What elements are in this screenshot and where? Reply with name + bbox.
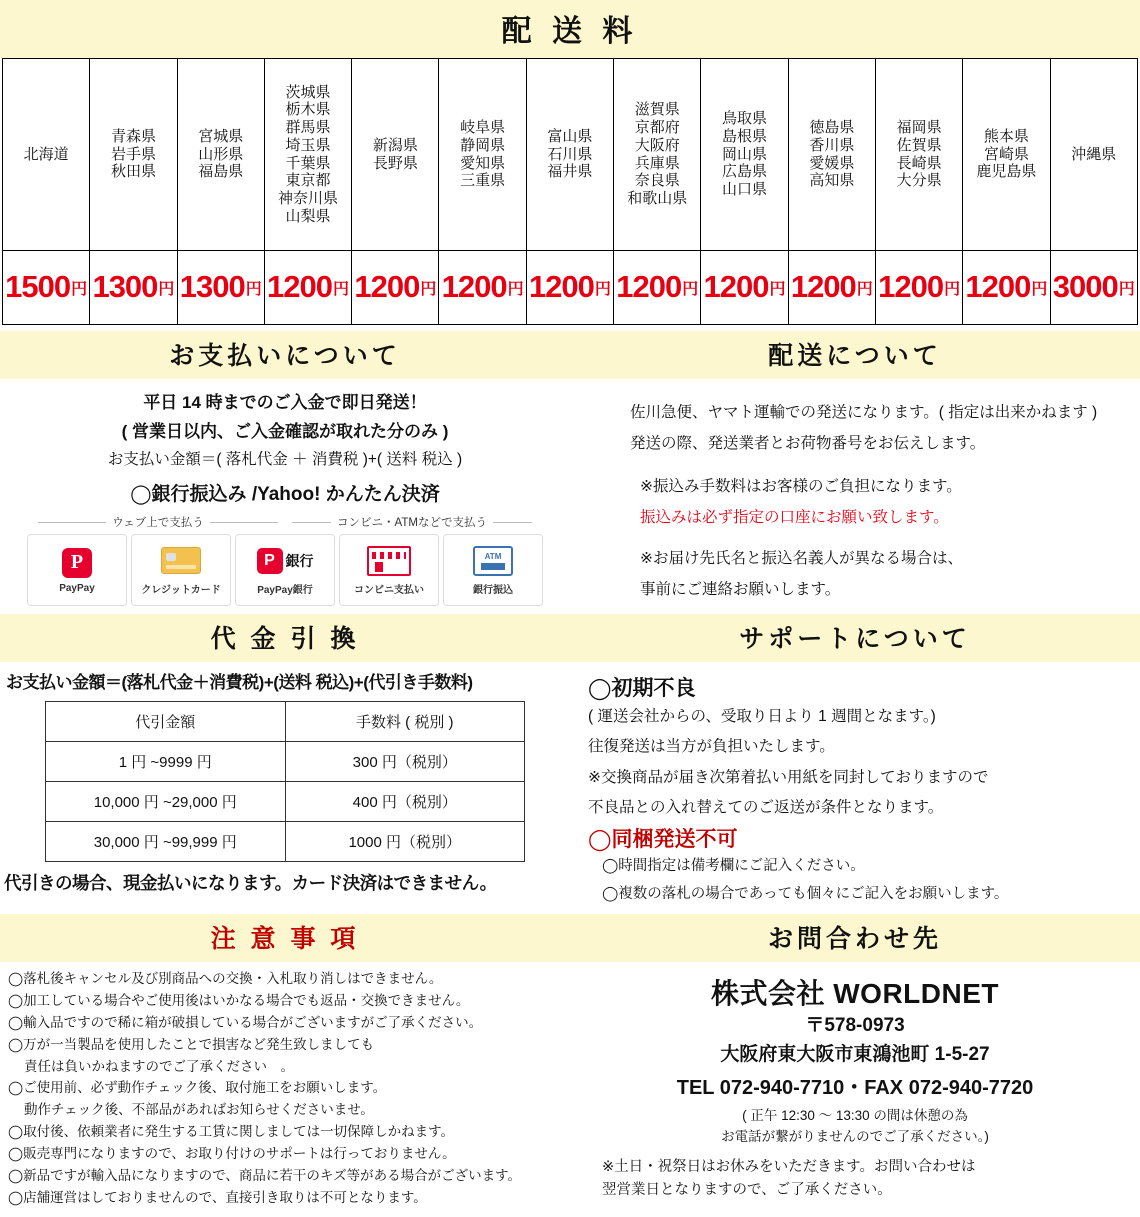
cod-formula: お支払い金額＝(落札代金＋消費税)+(送料 税込)+(代引き手数料) <box>6 673 473 693</box>
fee-cell <box>90 251 177 325</box>
support-heading-nobundle: ◯同梱発送不可 <box>588 828 738 851</box>
payment-line-1: 平日 14 時までのご入金で即日発送！ <box>143 393 427 412</box>
region-name: 鳥取県 <box>722 110 768 128</box>
fee-value: 1200円 <box>965 269 1048 305</box>
region-name: 奈良県 <box>634 172 680 190</box>
fee-value: 1300円 <box>92 269 175 305</box>
region-name: 三重県 <box>460 172 506 190</box>
payment-method-label: コンビニ支払い <box>354 584 424 596</box>
region-name: 栃木県 <box>285 101 331 119</box>
region-name: 東京都 <box>285 172 331 190</box>
cod-title: 代 金 引 換 <box>0 614 570 662</box>
region-name: 山口県 <box>722 181 768 199</box>
note-item: ◯新品ですが輸入品になりますので、商品に若干のキズ等がある場合がございます。 <box>8 1167 521 1183</box>
region-name: 福岡県 <box>896 119 942 137</box>
region-name: 群馬県 <box>285 119 331 137</box>
region-name: 岩手県 <box>110 145 156 163</box>
company-address: 大阪府東大阪市東鴻池町 1-5-27 <box>720 1043 990 1065</box>
cod-table-head-row <box>46 702 525 742</box>
region-cell <box>614 59 701 251</box>
delivery-line-5: ※お届け先氏名と振込名義人が異なる場合は、 <box>640 550 963 567</box>
note-item: ◯輸入品ですので稀に箱が破損している場合がございますがご了承ください。 <box>8 1014 483 1030</box>
region-name: 静岡県 <box>460 136 506 154</box>
shipping-table-wrap <box>0 58 1140 331</box>
cod-table-row <box>46 742 525 782</box>
divider-web-label: ウェブ上で支払う <box>112 517 204 530</box>
payment-method-label: 銀行振込 <box>473 584 513 596</box>
company-name: 株式会社 WORLDNET <box>710 978 1000 1010</box>
support-column <box>570 614 1140 914</box>
payment-line-2: ( 営業日以内、ご入金確認が取れた分のみ ) <box>121 421 449 441</box>
region-cell <box>439 59 526 251</box>
atm-icon <box>473 545 513 577</box>
region-name: 京都府 <box>634 119 680 137</box>
region-name: 茨城県 <box>285 83 331 101</box>
fee-value: 1200円 <box>616 269 699 305</box>
region-name: 高知県 <box>809 172 855 190</box>
paypay-bank-icon: P 銀行 <box>257 545 314 577</box>
fee-cell <box>1050 251 1137 325</box>
fee-value: 1200円 <box>267 269 350 305</box>
note-item: ◯取付後、依頼業者に発生する工賃に関しましては一切保障しかねます。 <box>8 1124 455 1140</box>
cod-support-section <box>0 614 1140 914</box>
shipping-title: 配 送 料 <box>0 0 1140 58</box>
region-cell <box>963 59 1050 251</box>
region-name: 熊本県 <box>983 127 1029 145</box>
region-name: 北海道 <box>23 145 69 163</box>
contact-note-4: 翌営業日となりますので、ご了承ください。 <box>602 1182 892 1199</box>
note-item: 動作チェック後、不部品があればお知らせくださいませ。 <box>24 1102 374 1118</box>
cod-table-cell: 30,000 円 ~99,999 円 <box>46 822 286 862</box>
region-name: 宮崎県 <box>983 145 1029 163</box>
contact-note-3: ※土日・祝祭日はお休みをいただきます。お問い合わせは <box>602 1158 976 1175</box>
delivery-title: 配送について <box>570 331 1140 379</box>
delivery-column <box>570 331 1140 614</box>
fee-cell <box>701 251 788 325</box>
region-name: 和歌山県 <box>627 189 688 207</box>
note-item: ◯販売専門になりますので、お取り付けのサポートは行っておりません。 <box>8 1145 456 1161</box>
divider-web <box>38 514 278 530</box>
region-name: 岐阜県 <box>460 119 506 137</box>
region-row <box>3 59 1138 251</box>
contact-column <box>570 914 1140 1216</box>
note-item: 責任は負いかねますのでご了承ください 。 <box>24 1058 294 1074</box>
contact-note-2: お電話が繋がりませんのでご了承ください。) <box>721 1129 989 1145</box>
region-name: 岡山県 <box>722 145 768 163</box>
paypay-icon: P <box>62 547 92 579</box>
support-line-3: ※交換商品が届き次第着払い用紙を同封しておりますので <box>588 768 989 786</box>
region-name: 長崎県 <box>896 154 942 172</box>
payment-method-paypay[interactable] <box>27 534 127 606</box>
region-cell <box>788 59 875 251</box>
payment-column <box>0 331 570 614</box>
cod-table-row <box>46 782 525 822</box>
convenience-store-icon <box>367 545 411 577</box>
delivery-line-1: 佐川急便、ヤマト運輸での発送になります。( 指定は出来かねます ) <box>630 404 1098 421</box>
fee-value: 1200円 <box>441 269 524 305</box>
region-name: 福島県 <box>198 163 244 181</box>
region-cell <box>352 59 439 251</box>
delivery-line-4: 振込みは必ず指定の口座にお願い致します。 <box>640 509 949 526</box>
payment-bank-transfer-heading: ◯銀行振込み /Yahoo! かんたん決済 <box>130 484 440 506</box>
payment-method-label: PayPay <box>59 582 95 594</box>
region-name: 沖縄県 <box>1071 145 1117 163</box>
payment-title: お支払いについて <box>0 331 570 379</box>
region-cell <box>875 59 962 251</box>
fee-cell <box>963 251 1050 325</box>
cod-table-cell: 400 円（税別） <box>285 782 525 822</box>
note-item: ◯落札後キャンセル及び別商品への交換・入札取り消しはできません。 <box>8 971 443 987</box>
region-name: 新潟県 <box>372 136 418 154</box>
contact-note-1: ( 正午 12:30 ～ 13:30 の間は休憩の為 <box>742 1108 968 1124</box>
divider-conveni <box>292 514 532 530</box>
fee-cell <box>526 251 613 325</box>
cod-table-cell: 10,000 円 ~29,000 円 <box>46 782 286 822</box>
fee-cell <box>264 251 351 325</box>
region-name: 福井県 <box>547 163 593 181</box>
region-name: 富山県 <box>547 127 593 145</box>
fee-value: 3000円 <box>1052 269 1135 305</box>
notes-column <box>0 914 570 1216</box>
payment-divider-row <box>38 514 532 530</box>
region-name: 滋賀県 <box>634 101 680 119</box>
note-item: ◯ご使用前、必ず動作チェック後、取付施工をお願いします。 <box>8 1080 387 1096</box>
fee-cell <box>788 251 875 325</box>
fee-value: 1200円 <box>790 269 873 305</box>
fee-value: 1200円 <box>878 269 961 305</box>
region-cell <box>264 59 351 251</box>
postal-code: 〒578-0973 <box>805 1015 905 1037</box>
cod-table-cell: 1 円 ~9999 円 <box>46 742 286 782</box>
region-name: 秋田県 <box>110 163 156 181</box>
region-name: 大阪府 <box>634 136 680 154</box>
fee-cell <box>177 251 264 325</box>
region-name: 石川県 <box>547 145 593 163</box>
support-line-4: 不良品との入れ替えてのご返送が条件となります。 <box>588 798 944 816</box>
region-name: 徳島県 <box>809 119 855 137</box>
notes-list <box>0 962 570 1216</box>
divider-conveni-label: コンビニ・ATMなどで支払う <box>337 517 487 530</box>
support-title: サポートについて <box>570 614 1140 662</box>
delivery-line-3: ※振込み手数料はお客様のご負担になります。 <box>640 478 962 495</box>
fee-cell <box>439 251 526 325</box>
cod-footer: 代引きの場合、現金払いになります。カード決済はできません。 <box>4 873 497 894</box>
fee-value: 1200円 <box>354 269 437 305</box>
region-name: 大分県 <box>896 172 942 190</box>
cod-column <box>0 614 570 914</box>
fee-cell <box>614 251 701 325</box>
fee-cell <box>352 251 439 325</box>
region-cell <box>526 59 613 251</box>
region-cell <box>1050 59 1137 251</box>
cod-table-header: 代引金額 <box>46 702 286 742</box>
cod-table-row <box>46 822 525 862</box>
payment-method-paypay-bank[interactable] <box>235 534 335 606</box>
support-sub-1: ◯時間指定は備考欄にご記入ください。 <box>602 858 865 874</box>
region-name: 埼玉県 <box>285 136 331 154</box>
region-cell <box>90 59 177 251</box>
region-name: 長野県 <box>372 154 418 172</box>
fee-value: 1300円 <box>179 269 262 305</box>
payment-method-convenience-store[interactable] <box>339 534 439 606</box>
region-cell <box>701 59 788 251</box>
region-name: 青森県 <box>110 127 156 145</box>
delivery-line-2: 発送の際、発送業者とお荷物番号をお伝えします。 <box>630 435 986 452</box>
region-cell <box>177 59 264 251</box>
payment-line-3: お支払い金額＝( 落札代金 ＋ 消費税 )+( 送料 税込 ) <box>107 450 463 468</box>
fee-row <box>3 251 1138 325</box>
region-name: 山梨県 <box>285 207 331 225</box>
region-name: 神奈川県 <box>278 189 339 207</box>
region-name: 愛知県 <box>460 154 506 172</box>
note-item: ◯店舗運営はしておりませんので、直接引き取りは不可となります。 <box>8 1189 427 1205</box>
credit-card-icon <box>161 545 201 577</box>
fee-value: 1500円 <box>5 269 88 305</box>
support-heading-defect: ◯初期不良 <box>588 677 696 701</box>
cod-fee-table <box>45 701 525 862</box>
region-cell <box>3 59 90 251</box>
payment-method-list <box>14 534 556 606</box>
cod-table-header: 手数料 ( 税別 ) <box>285 702 525 742</box>
region-name: 鹿児島県 <box>976 163 1037 181</box>
note-item: ◯万が一当製品を使用したことで損害など発生致しましても <box>8 1036 375 1052</box>
region-name: 千葉県 <box>285 154 331 172</box>
region-name: 島根県 <box>722 127 768 145</box>
payment-method-credit-card[interactable] <box>131 534 231 606</box>
fee-cell <box>3 251 90 325</box>
support-line-2: 往復発送は当方が負担いたします。 <box>588 738 835 756</box>
cod-table-cell: 300 円（税別） <box>285 742 525 782</box>
company-tel-fax: TEL 072-940-7710・FAX 072-940-7720 <box>676 1077 1034 1100</box>
region-name: 佐賀県 <box>896 136 942 154</box>
support-sub-2: ◯複数の落札の場合であっても個々にご記入をお願いします。 <box>602 885 1009 902</box>
notes-contact-section <box>0 914 1140 1216</box>
shipping-fee-table <box>2 58 1138 325</box>
region-name: 愛媛県 <box>809 154 855 172</box>
payment-method-label: PayPay銀行 <box>257 584 313 596</box>
region-name: 広島県 <box>722 163 768 181</box>
region-name: 兵庫県 <box>634 154 680 172</box>
fee-value: 1200円 <box>528 269 611 305</box>
fee-cell <box>875 251 962 325</box>
region-name: 宮城県 <box>198 127 244 145</box>
region-name: 香川県 <box>809 136 855 154</box>
cod-table-cell: 1000 円（税別） <box>285 822 525 862</box>
support-line-1: ( 運送会社からの、受取り日より 1 週間となます。) <box>588 708 936 726</box>
payment-method-atm[interactable] <box>443 534 543 606</box>
notes-title: 注 意 事 項 <box>0 914 570 962</box>
note-item: ◯加工している場合やご使用後はいかなる場合でも返品・交換できません。 <box>8 992 470 1008</box>
region-name: 山形県 <box>198 145 244 163</box>
fee-value: 1200円 <box>703 269 786 305</box>
contact-title: お問合わせ先 <box>570 914 1140 962</box>
delivery-line-6: 事前にご連絡お願いします。 <box>640 581 841 598</box>
payment-method-label: クレジットカード <box>141 584 221 596</box>
payment-delivery-section <box>0 331 1140 614</box>
